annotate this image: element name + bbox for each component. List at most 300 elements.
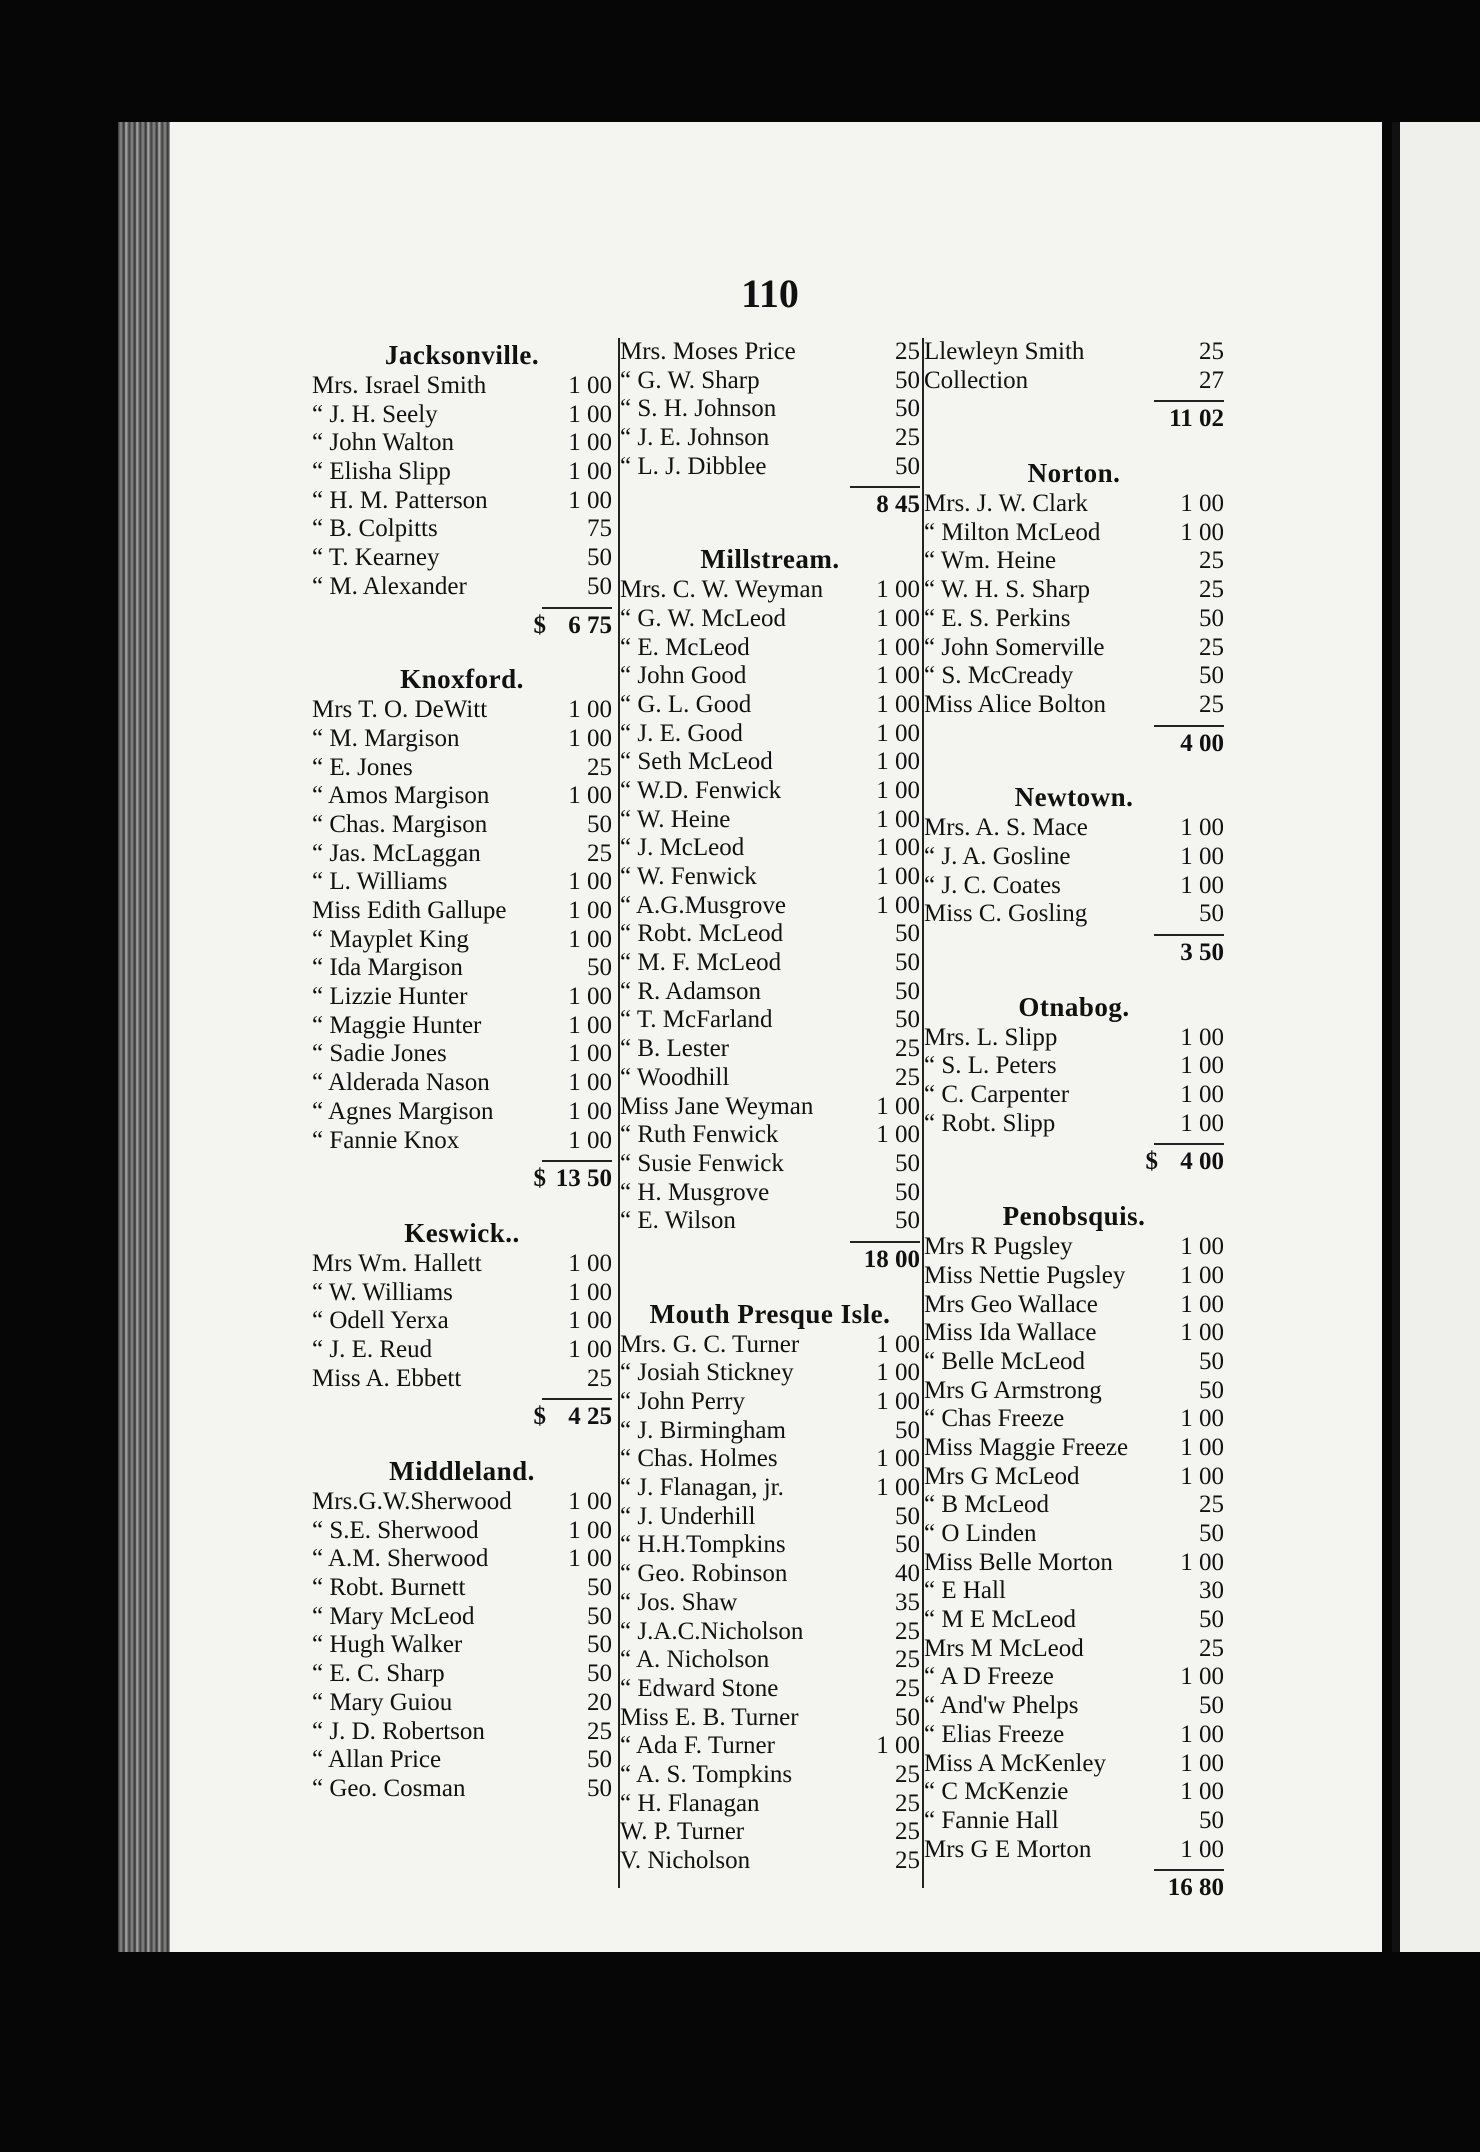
entry-name: “ Edward Stone <box>620 1674 779 1702</box>
entry-amount: 1 00 <box>568 1278 612 1306</box>
section <box>924 1199 1224 1925</box>
total-currency: $ <box>1145 1148 1158 1176</box>
entry-name: “ W. Fenwick <box>620 863 757 890</box>
list-item <box>620 1847 920 1876</box>
entry-name: Mrs G E Morton <box>924 1835 1092 1863</box>
list-item <box>312 458 612 487</box>
entry-amount: 27 <box>1199 366 1224 394</box>
list-item <box>312 840 612 869</box>
entry-amount: 1 00 <box>876 891 920 919</box>
entry-amount: 50 <box>895 366 920 394</box>
entry-amount: 1 00 <box>1180 1233 1224 1261</box>
entry-name: “ Mary McLeod <box>312 1602 475 1630</box>
entry-amount: 1 00 <box>876 1121 920 1149</box>
entry-amount: 50 <box>1199 1606 1224 1634</box>
entry-name: “ J. Birmingham <box>620 1416 786 1444</box>
entry-name: Mrs. Moses Price <box>620 338 796 365</box>
entry-name: “ J. E. Johnson <box>620 424 770 452</box>
entry-name: Miss E. B. Turner <box>620 1703 799 1731</box>
list-item <box>312 1689 612 1718</box>
section <box>312 662 612 1216</box>
entry-name: “ Susie Fenwick <box>620 1149 784 1177</box>
section-total <box>620 1246 920 1275</box>
list-item <box>620 1064 920 1093</box>
entry-amount: 1 00 <box>876 776 920 804</box>
section-gap <box>924 968 1224 990</box>
list-item <box>620 834 920 863</box>
list-item <box>620 863 920 892</box>
entry-amount: 1 00 <box>1180 1261 1224 1289</box>
list-item <box>620 1417 920 1446</box>
list-item <box>924 1692 1224 1721</box>
list-item <box>924 662 1224 691</box>
entry-amount: 50 <box>587 1631 612 1659</box>
entry-amount: 25 <box>1199 547 1224 575</box>
section-heading: Newtown. <box>1014 782 1134 813</box>
total-amount: 13 50 <box>555 1165 612 1193</box>
list-item <box>924 519 1224 548</box>
entry-amount: 1 00 <box>568 724 612 752</box>
entry-amount: 1 00 <box>876 1388 920 1415</box>
entry-amount: 1 00 <box>1180 842 1224 870</box>
list-item <box>312 1279 612 1308</box>
list-item <box>312 1098 612 1127</box>
list-item <box>620 1207 920 1236</box>
entry-amount: 1 00 <box>568 1307 612 1335</box>
list-item <box>924 1750 1224 1779</box>
list-item <box>620 1818 920 1847</box>
entry-name: “ Fannie Hall <box>924 1806 1059 1834</box>
entry-name: “ Odell Yerxa <box>312 1307 449 1335</box>
entry-amount: 1 00 <box>568 868 612 896</box>
entry-name: “ John Good <box>620 662 747 690</box>
entry-amount: 25 <box>895 1063 920 1091</box>
list-item <box>924 1110 1224 1139</box>
section-heading: Jacksonville. <box>384 340 540 370</box>
list-item <box>620 1121 920 1150</box>
total-amount: 4 25 <box>568 1403 612 1431</box>
list-item <box>620 1179 920 1208</box>
entry-name: Miss Maggie Freeze <box>924 1433 1129 1461</box>
section-heading: Millstream. <box>700 544 840 575</box>
list-item <box>620 424 920 453</box>
list-item <box>924 1052 1224 1081</box>
entry-name: “ H. Flanagan <box>620 1789 760 1817</box>
list-item <box>620 1359 920 1388</box>
list-item <box>620 1790 920 1819</box>
list-item <box>312 897 612 926</box>
total-amount: 8 45 <box>876 491 920 519</box>
entry-amount: 20 <box>587 1688 612 1716</box>
entry-name: “ G. W. Sharp <box>620 366 760 394</box>
total-rule <box>312 602 612 612</box>
entry-name: “ G. L. Good <box>620 690 752 718</box>
entry-amount: 1 00 <box>876 1445 920 1473</box>
list-item <box>312 1336 612 1365</box>
list-item <box>924 1377 1224 1406</box>
section-total <box>312 1165 612 1194</box>
entry-amount: 25 <box>1199 690 1224 718</box>
entry-name: Mrs. G. C. Turner <box>620 1330 800 1358</box>
list-item <box>312 754 612 783</box>
entry-name: “ B. Lester <box>620 1035 729 1063</box>
list-item <box>312 1660 612 1689</box>
entry-name: Miss Alice Bolton <box>924 690 1106 718</box>
entry-amount: 25 <box>895 1818 920 1846</box>
entry-amount: 1 00 <box>1180 1462 1224 1490</box>
list-item <box>620 806 920 835</box>
entry-amount: 1 00 <box>1180 1109 1224 1137</box>
entry-amount: 50 <box>587 954 612 982</box>
entry-amount: 50 <box>895 1531 920 1559</box>
entry-amount: 1 00 <box>568 486 612 514</box>
entry-name: Mrs.G.W.Sherwood <box>312 1488 512 1515</box>
list-item <box>312 1631 612 1660</box>
entry-name: V. Nicholson <box>620 1847 751 1874</box>
entry-amount: 50 <box>587 1746 612 1774</box>
list-item <box>620 605 920 634</box>
entry-name: “ And'w Phelps <box>924 1692 1079 1720</box>
entry-name: Miss Jane Weyman <box>620 1092 814 1120</box>
entry-name: Mrs. C. W. Weyman <box>620 576 824 604</box>
entry-name: “ W. Williams <box>312 1278 453 1306</box>
list-item <box>312 983 612 1012</box>
list-item <box>312 1545 612 1574</box>
entry-amount: 50 <box>895 949 920 977</box>
list-item <box>312 1718 612 1747</box>
entry-name: “ A.M. Sherwood <box>312 1545 489 1573</box>
list-item <box>924 1319 1224 1348</box>
entry-amount: 50 <box>1199 1520 1224 1547</box>
list-item <box>312 515 612 544</box>
list-item <box>924 1463 1224 1492</box>
list-item <box>620 892 920 921</box>
list-item <box>312 487 612 516</box>
list-item <box>620 1150 920 1179</box>
list-item <box>924 1405 1224 1434</box>
entry-amount: 1 00 <box>1180 814 1224 842</box>
total-rule <box>312 1155 612 1165</box>
list-item <box>620 1589 920 1618</box>
total-amount: 3 50 <box>1180 939 1224 966</box>
entry-name: “ Robt. McLeod <box>620 920 784 948</box>
entry-name: “ M E McLeod <box>924 1606 1077 1634</box>
list-item <box>312 1250 612 1279</box>
list-item <box>924 814 1224 843</box>
section <box>924 780 1224 989</box>
entry-name: “ Hugh Walker <box>312 1631 463 1659</box>
list-item <box>620 691 920 720</box>
entry-name: “ John Perry <box>620 1388 745 1415</box>
entry-amount: 1 00 <box>568 1011 612 1039</box>
list-item <box>620 1445 920 1474</box>
entry-amount: 25 <box>587 1364 612 1392</box>
entry-amount: 1 00 <box>568 458 612 486</box>
entry-amount: 1 00 <box>568 1097 612 1125</box>
list-item <box>924 1549 1224 1578</box>
entry-amount: 50 <box>587 1574 612 1602</box>
section <box>312 338 612 662</box>
entry-name: “ S. H. Johnson <box>620 395 777 423</box>
list-item <box>312 429 612 458</box>
entry-name: “ Jos. Shaw <box>620 1588 738 1616</box>
entry-amount: 1 00 <box>1180 1778 1224 1806</box>
entry-name: “ J. McLeod <box>620 834 745 862</box>
entry-name: “ M. Margison <box>312 724 460 752</box>
entry-name: “ Elias Freeze <box>924 1720 1065 1748</box>
section-gap <box>924 758 1224 780</box>
entry-amount: 50 <box>587 1602 612 1630</box>
entry-amount: 25 <box>895 1035 920 1063</box>
entry-name: “ Chas. Margison <box>312 810 488 838</box>
entry-amount: 25 <box>895 1847 920 1874</box>
list-item <box>924 872 1224 901</box>
list-item <box>620 1035 920 1064</box>
entry-amount: 40 <box>895 1560 920 1588</box>
entry-name: “ E. Wilson <box>620 1207 736 1235</box>
entry-name: “ Lizzie Hunter <box>312 983 468 1011</box>
section <box>924 338 1224 456</box>
list-item <box>312 1775 612 1804</box>
list-item <box>620 576 920 605</box>
entry-name: “ Agnes Margison <box>312 1097 494 1125</box>
entry-amount: 1 00 <box>1180 1052 1224 1080</box>
entry-name: “ H.H.Tompkins <box>620 1531 786 1559</box>
section <box>924 990 1224 1199</box>
entry-amount: 50 <box>587 810 612 838</box>
book-spine <box>118 122 176 1952</box>
entry-name: Mrs Geo Wallace <box>924 1290 1098 1318</box>
entry-amount: 1 00 <box>568 1249 612 1277</box>
section-total <box>312 612 612 641</box>
entry-amount: 1 00 <box>568 372 612 399</box>
list-item <box>924 1663 1224 1692</box>
entry-amount: 50 <box>587 1774 612 1802</box>
entry-amount: 25 <box>587 1717 612 1745</box>
entry-name: Miss A. Ebbett <box>312 1364 462 1392</box>
entry-amount: 1 00 <box>568 1516 612 1544</box>
total-amount: 6 75 <box>568 611 612 639</box>
list-item <box>924 1836 1224 1865</box>
entry-name: “ A D Freeze <box>924 1663 1054 1691</box>
list-item <box>312 811 612 840</box>
entry-name: “ Geo. Robinson <box>620 1560 788 1588</box>
list-item <box>620 1531 920 1560</box>
entry-name: Mrs. Israel Smith <box>312 372 487 399</box>
total-rule <box>924 395 1224 405</box>
entry-name: “ T. McFarland <box>620 1006 773 1034</box>
list-item <box>312 954 612 983</box>
entry-name: Mrs T. O. DeWitt <box>312 696 488 724</box>
entry-amount: 1 00 <box>568 897 612 924</box>
entry-amount: 1 00 <box>1180 1319 1224 1347</box>
entry-name: Mrs G McLeod <box>924 1462 1080 1490</box>
entry-name: “ J.A.C.Nicholson <box>620 1617 804 1645</box>
list-item <box>312 1746 612 1775</box>
list-item <box>924 1520 1224 1549</box>
list-item <box>620 720 920 749</box>
list-item <box>924 1807 1224 1836</box>
list-item <box>924 1577 1224 1606</box>
entry-amount: 50 <box>587 572 612 600</box>
entry-amount: 1 00 <box>568 1335 612 1363</box>
section-gap <box>620 520 920 542</box>
entry-amount: 1 00 <box>876 690 920 718</box>
list-item <box>312 868 612 897</box>
entry-amount: 50 <box>895 1207 920 1235</box>
list-item <box>620 1732 920 1761</box>
entry-amount: 1 00 <box>876 748 920 776</box>
entry-amount: 50 <box>895 1149 920 1177</box>
entry-name: “ Elisha Slipp <box>312 458 451 486</box>
entry-name: Mrs. J. W. Clark <box>924 490 1088 518</box>
entry-name: “ A. Nicholson <box>620 1646 770 1674</box>
section-heading: Penobsquis. <box>1002 1201 1146 1232</box>
entry-amount: 1 00 <box>568 1126 612 1154</box>
entry-name: Llewleyn Smith <box>924 338 1085 365</box>
entry-name: “ Woodhill <box>620 1063 730 1091</box>
entry-amount: 30 <box>1199 1577 1224 1605</box>
section-gap <box>620 1275 920 1297</box>
section-gap <box>924 1903 1224 1925</box>
entry-name: “ Robt. Slipp <box>924 1109 1056 1137</box>
entry-name: “ L. Williams <box>312 868 448 896</box>
entry-name: “ Geo. Cosman <box>312 1774 466 1802</box>
total-currency: $ <box>533 1403 546 1431</box>
entry-name: “ W. Heine <box>620 805 731 833</box>
total-rule <box>924 1138 1224 1148</box>
entry-amount: 35 <box>895 1588 920 1616</box>
list-item <box>620 1093 920 1122</box>
list-item <box>620 1503 920 1532</box>
list-item <box>620 1675 920 1704</box>
list-item <box>924 634 1224 663</box>
entry-name: Miss Edith Gallupe <box>312 897 507 924</box>
list-item <box>924 547 1224 576</box>
facing-page-edge <box>1392 122 1480 1952</box>
entry-amount: 1 00 <box>1180 490 1224 518</box>
entry-name: Mrs G Armstrong <box>924 1376 1102 1404</box>
entry-name: “ Mary Guiou <box>312 1688 453 1716</box>
total-amount: 11 02 <box>1169 405 1224 433</box>
entry-name: Mrs R Pugsley <box>924 1233 1073 1261</box>
list-item <box>312 1069 612 1098</box>
entry-name: “ L. J. Dibblee <box>620 452 767 480</box>
entry-name: Miss C. Gosling <box>924 900 1088 928</box>
column-1 <box>312 338 612 1804</box>
entry-amount: 1 00 <box>1180 1835 1224 1863</box>
entry-amount: 1 00 <box>876 662 920 690</box>
entry-amount: 50 <box>895 395 920 423</box>
entry-name: “ E. McLeod <box>620 633 750 661</box>
entry-name: “ G. W. McLeod <box>620 604 786 632</box>
entry-amount: 50 <box>895 920 920 948</box>
entry-amount: 25 <box>895 1760 920 1788</box>
list-item <box>924 1233 1224 1262</box>
entry-amount: 50 <box>1199 900 1224 928</box>
section-total <box>924 1874 1224 1903</box>
entry-name: “ W. H. S. Sharp <box>924 576 1090 604</box>
list-item <box>924 1024 1224 1053</box>
entry-amount: 50 <box>1199 1347 1224 1375</box>
list-item <box>312 725 612 754</box>
entry-name: “ Milton McLeod <box>924 518 1101 546</box>
entry-amount: 50 <box>587 1660 612 1688</box>
entry-amount: 50 <box>1199 604 1224 632</box>
entry-amount: 1 00 <box>1180 1433 1224 1461</box>
list-item <box>924 1778 1224 1807</box>
entry-name: “ A.G.Musgrove <box>620 891 786 919</box>
list-item <box>312 1012 612 1041</box>
entry-amount: 1 00 <box>1180 1749 1224 1777</box>
entry-amount: 1 00 <box>568 1069 612 1097</box>
entry-amount: 1 00 <box>1180 1405 1224 1433</box>
list-item <box>620 1761 920 1790</box>
total-amount: 18 00 <box>863 1245 920 1273</box>
list-item <box>924 605 1224 634</box>
list-item <box>312 1517 612 1546</box>
list-item <box>620 777 920 806</box>
total-rule <box>924 720 1224 730</box>
entry-name: “ Chas. Holmes <box>620 1445 778 1473</box>
entry-amount: 50 <box>895 1502 920 1530</box>
entry-name: “ R. Adamson <box>620 977 761 1005</box>
list-item <box>312 401 612 430</box>
entry-amount: 1 00 <box>568 400 612 428</box>
entry-name: “ M. F. McLeod <box>620 949 782 977</box>
entry-amount: 50 <box>1199 1376 1224 1404</box>
entry-name: Mrs. A. S. Mace <box>924 814 1088 842</box>
section-total <box>312 1403 612 1432</box>
entry-amount: 25 <box>895 1646 920 1674</box>
entry-name: Miss Belle Morton <box>924 1548 1113 1576</box>
list-item <box>620 1474 920 1503</box>
list-item <box>312 1488 612 1517</box>
entry-amount: 25 <box>587 839 612 867</box>
entry-name: “ C. Carpenter <box>924 1081 1070 1109</box>
section-gap <box>312 1432 612 1454</box>
list-item <box>924 490 1224 519</box>
entry-name: “ Ruth Fenwick <box>620 1121 779 1149</box>
list-item <box>620 395 920 424</box>
entry-name: “ T. Kearney <box>312 544 440 572</box>
list-item <box>924 691 1224 720</box>
list-item <box>924 367 1224 396</box>
entry-name: “ J. A. Gosline <box>924 842 1071 870</box>
entry-name: “ S. McCready <box>924 662 1074 690</box>
entry-name: “ H. Musgrove <box>620 1178 770 1206</box>
entry-name: Mrs Wm. Hallett <box>312 1249 482 1277</box>
list-item <box>924 1348 1224 1377</box>
entry-name: “ J. E. Good <box>620 719 743 747</box>
entry-amount: 1 00 <box>876 604 920 632</box>
entry-amount: 1 00 <box>876 805 920 833</box>
section-heading: Keswick.. <box>404 1217 520 1248</box>
list-item <box>924 576 1224 605</box>
list-item <box>620 367 920 396</box>
list-item <box>924 1081 1224 1110</box>
entry-amount: 25 <box>587 753 612 781</box>
entry-amount: 1 00 <box>1180 1720 1224 1748</box>
entry-amount: 1 00 <box>876 1474 920 1502</box>
entry-amount: 1 00 <box>876 863 920 890</box>
entry-name: “ Fannie Knox <box>312 1126 460 1154</box>
list-item <box>312 1127 612 1156</box>
list-item <box>312 1365 612 1394</box>
entry-amount: 1 00 <box>568 429 612 457</box>
entry-name: “ Maggie Hunter <box>312 1011 482 1039</box>
total-rule <box>312 1393 612 1403</box>
